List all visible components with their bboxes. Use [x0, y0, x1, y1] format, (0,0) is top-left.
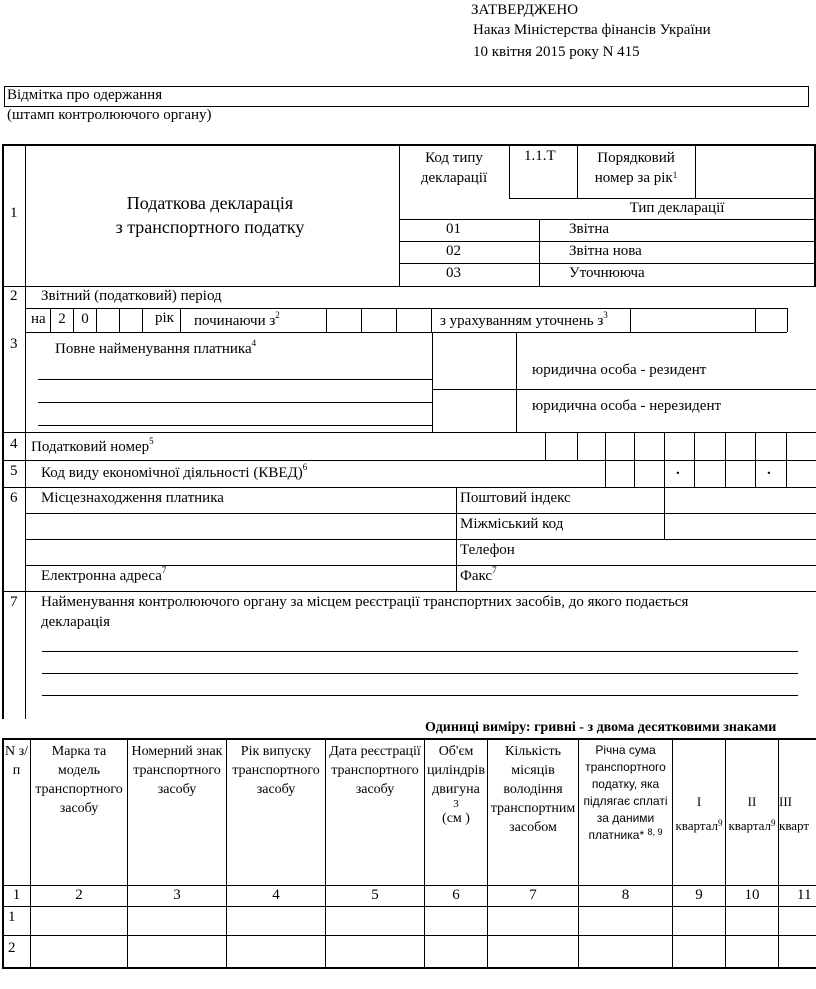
th-q3: III кварт	[779, 794, 810, 833]
s4-v1	[545, 432, 546, 460]
authority-label-line1: Найменування контролюючого органу за місцем реєстрації транспортних засобів, до якого подається	[41, 594, 689, 610]
th-q1-text: I квартал	[675, 794, 719, 833]
type-name-clarifying[interactable]: Уточнююча	[569, 265, 645, 281]
clarif-sup: 3	[603, 310, 608, 320]
frame-top	[2, 144, 816, 146]
s5-v6	[755, 460, 756, 487]
s2-v8	[361, 308, 362, 332]
type-code-03: 03	[446, 265, 461, 281]
s3-line-3	[38, 425, 432, 426]
s5-v7	[786, 460, 787, 487]
units-note: Одиниці виміру: гривні - з двома десятковими знаками	[425, 720, 777, 735]
colnum-8: 8	[621, 887, 630, 903]
s2-v7	[326, 308, 327, 332]
intercity-code-label: Міжміський код	[460, 516, 564, 532]
starting-from-label: починаючи з	[194, 313, 276, 329]
s2-v6	[180, 308, 181, 332]
year-digit-1[interactable]: 2	[58, 311, 66, 327]
fax-sup: 7	[492, 565, 497, 575]
full-name-label: Повне найменування платника	[55, 341, 252, 357]
th-q2-sup: 9	[771, 818, 776, 828]
location-label: Місцезнаходження платника	[41, 490, 224, 506]
th-q1-sup: 9	[718, 818, 723, 828]
order-label-2: номер за рік	[594, 170, 673, 186]
colnum-11: 11	[797, 887, 812, 903]
section3-number: 3	[10, 336, 18, 352]
th-q1	[673, 790, 725, 838]
s2-v5	[142, 308, 143, 332]
s4-v9	[786, 432, 787, 460]
s1-type-divider	[539, 219, 540, 286]
table-header-bottom	[2, 885, 816, 886]
table-top	[2, 738, 816, 740]
section1-number: 1	[10, 205, 18, 221]
s1-line-263	[399, 263, 815, 264]
kved-dot-2: .	[767, 462, 771, 478]
s1-line-219	[399, 219, 815, 220]
s4-v3	[605, 432, 606, 460]
postal-code-label: Поштовий індекс	[460, 490, 571, 506]
type-code-01: 01	[446, 221, 461, 237]
full-name-input-2[interactable]	[38, 402, 432, 425]
s2-v9	[396, 308, 397, 332]
email-label: Електронна адреса	[41, 568, 162, 584]
colnum-7: 7	[529, 887, 537, 903]
s5-v5	[725, 460, 726, 487]
section5-number: 5	[10, 463, 18, 479]
th-months: Кількість місяців володіння транспортним засобом	[490, 744, 576, 835]
order-sup: 1	[672, 170, 678, 180]
s5-v1	[605, 460, 606, 487]
th-engine-volume	[425, 742, 487, 828]
with-clarification-label: з урахуванням уточнень з	[440, 313, 604, 329]
nonresident-label: юридична особа - нерезидент	[532, 398, 722, 414]
s5-bottom	[2, 487, 816, 488]
section6-number: 6	[10, 490, 18, 506]
th-engine-volume-unit: (см )	[442, 811, 470, 826]
s2-line-top	[25, 308, 787, 309]
fax-label: Факс	[460, 568, 493, 584]
th-annual-sum	[579, 742, 672, 844]
th-plate: Номерний знак транспортного засобу	[131, 744, 223, 797]
kved-dot-1: .	[676, 462, 680, 478]
order-label-1: Порядковий	[597, 150, 675, 166]
approval-order: Наказ Міністерства фінансів України	[473, 22, 711, 38]
declaration-title-line2: з транспортного податку	[115, 217, 305, 237]
s4-v2	[577, 432, 578, 460]
row-number-2: 2	[8, 940, 16, 956]
th-q2-text: II квартал	[728, 794, 772, 833]
s4-v4	[634, 432, 635, 460]
th-brand-model: Марка та модель транспортного засобу	[35, 744, 123, 816]
s4-v8	[755, 432, 756, 460]
receipt-label: Відмітка про одержання	[7, 87, 163, 103]
s3-right-mid	[432, 389, 816, 390]
stamp-label: (штамп контролюючого органу)	[7, 107, 212, 123]
colnum-10: 10	[744, 887, 760, 903]
th-year: Рік випуску транспортного засобу	[232, 744, 320, 797]
th-engine-volume-text: Об'єм циліндрів двигуна	[427, 744, 485, 797]
approval-title: ЗАТВЕРДЖЕНО	[471, 2, 579, 18]
s6-line-3	[25, 565, 816, 566]
colnum-3: 3	[173, 887, 181, 903]
s3-v1	[432, 332, 433, 432]
year-digit-2[interactable]: 0	[81, 311, 89, 327]
colnum-2: 2	[75, 887, 83, 903]
s5-v3	[664, 460, 665, 487]
tax-number-sup: 5	[149, 436, 154, 446]
starting-sup: 2	[275, 310, 280, 320]
s1-line-241	[399, 241, 815, 242]
s1-line-198	[509, 198, 815, 199]
declaration-title-line1: Податкова декларація	[126, 193, 294, 213]
code-type-label-2: декларації	[420, 170, 488, 186]
colnum-5: 5	[371, 887, 379, 903]
table-row[interactable]	[31, 907, 815, 934]
s1-divider-code	[509, 144, 510, 198]
authority-input[interactable]	[42, 630, 798, 696]
s4-v5	[664, 432, 665, 460]
s2-v12	[755, 308, 756, 332]
period-on: на	[31, 311, 46, 327]
colnum-6: 6	[452, 887, 460, 903]
tax-number-label: Податковий номер	[31, 439, 150, 455]
s1-divider-order-end	[695, 144, 696, 198]
s5-v2	[634, 460, 635, 487]
phone-label: Телефон	[460, 542, 515, 558]
s3-v2	[516, 332, 517, 432]
declaration-type-header: Тип декларації	[629, 200, 725, 216]
s6-bottom	[2, 591, 816, 592]
s2-v10	[431, 308, 432, 332]
s4-v7	[725, 432, 726, 460]
kved-label: Код виду економічної діяльності (КВЕД)	[41, 465, 303, 481]
s4-v6	[694, 432, 695, 460]
authority-label-line2: декларація	[41, 614, 110, 630]
s2-v11	[630, 308, 631, 332]
section7-number: 7	[10, 594, 18, 610]
th-annual-sum-sup: 8, 9	[647, 827, 663, 837]
table-bottom	[2, 967, 816, 969]
th-reg-date: Дата реєстрації транспортного засобу	[329, 744, 421, 797]
section2-number: 2	[10, 288, 18, 304]
full-name-input-1[interactable]	[38, 379, 432, 402]
row-number-1: 1	[8, 909, 16, 925]
colnum-9: 9	[695, 887, 703, 903]
s5-v4	[694, 460, 695, 487]
year-digit-4[interactable]	[120, 311, 142, 331]
colnum-1: 1	[12, 887, 21, 903]
s1-bottom	[2, 286, 816, 287]
th-number: N з/п	[4, 744, 29, 778]
code-type-value: 1.1.Т	[524, 148, 556, 164]
th-engine-volume-sup: 3	[453, 798, 459, 810]
approval-date: 10 квітня 2015 року N 415	[473, 44, 640, 60]
type-code-02: 02	[446, 243, 461, 259]
year-label: рік	[155, 310, 174, 326]
year-digit-3[interactable]	[97, 311, 119, 331]
colnum-4: 4	[272, 887, 280, 903]
th-q2	[726, 790, 778, 838]
order-number-label	[578, 148, 694, 188]
s2-v13	[787, 308, 788, 332]
code-type-label	[400, 148, 508, 188]
table-row[interactable]	[31, 936, 815, 966]
type-name-new-reporting[interactable]: Звітна нова	[569, 243, 642, 259]
full-name-sup: 4	[251, 338, 257, 348]
section4-number: 4	[10, 436, 18, 452]
code-type-label-1: Код типу	[425, 150, 483, 166]
s6-line-1	[25, 513, 816, 514]
type-name-reporting[interactable]: Звітна	[569, 221, 610, 237]
email-sup: 7	[161, 565, 167, 575]
period-label: Звітний (податковий) період	[41, 288, 222, 304]
kved-sup: 6	[302, 462, 308, 472]
s6-line-2	[25, 539, 816, 540]
s2-line-bottom	[25, 332, 787, 333]
th-annual-sum-text: Річна сума транспортного податку, яка підлягає сплаті за даними платника*	[583, 743, 668, 842]
resident-label: юридична особа - резидент	[532, 362, 707, 378]
